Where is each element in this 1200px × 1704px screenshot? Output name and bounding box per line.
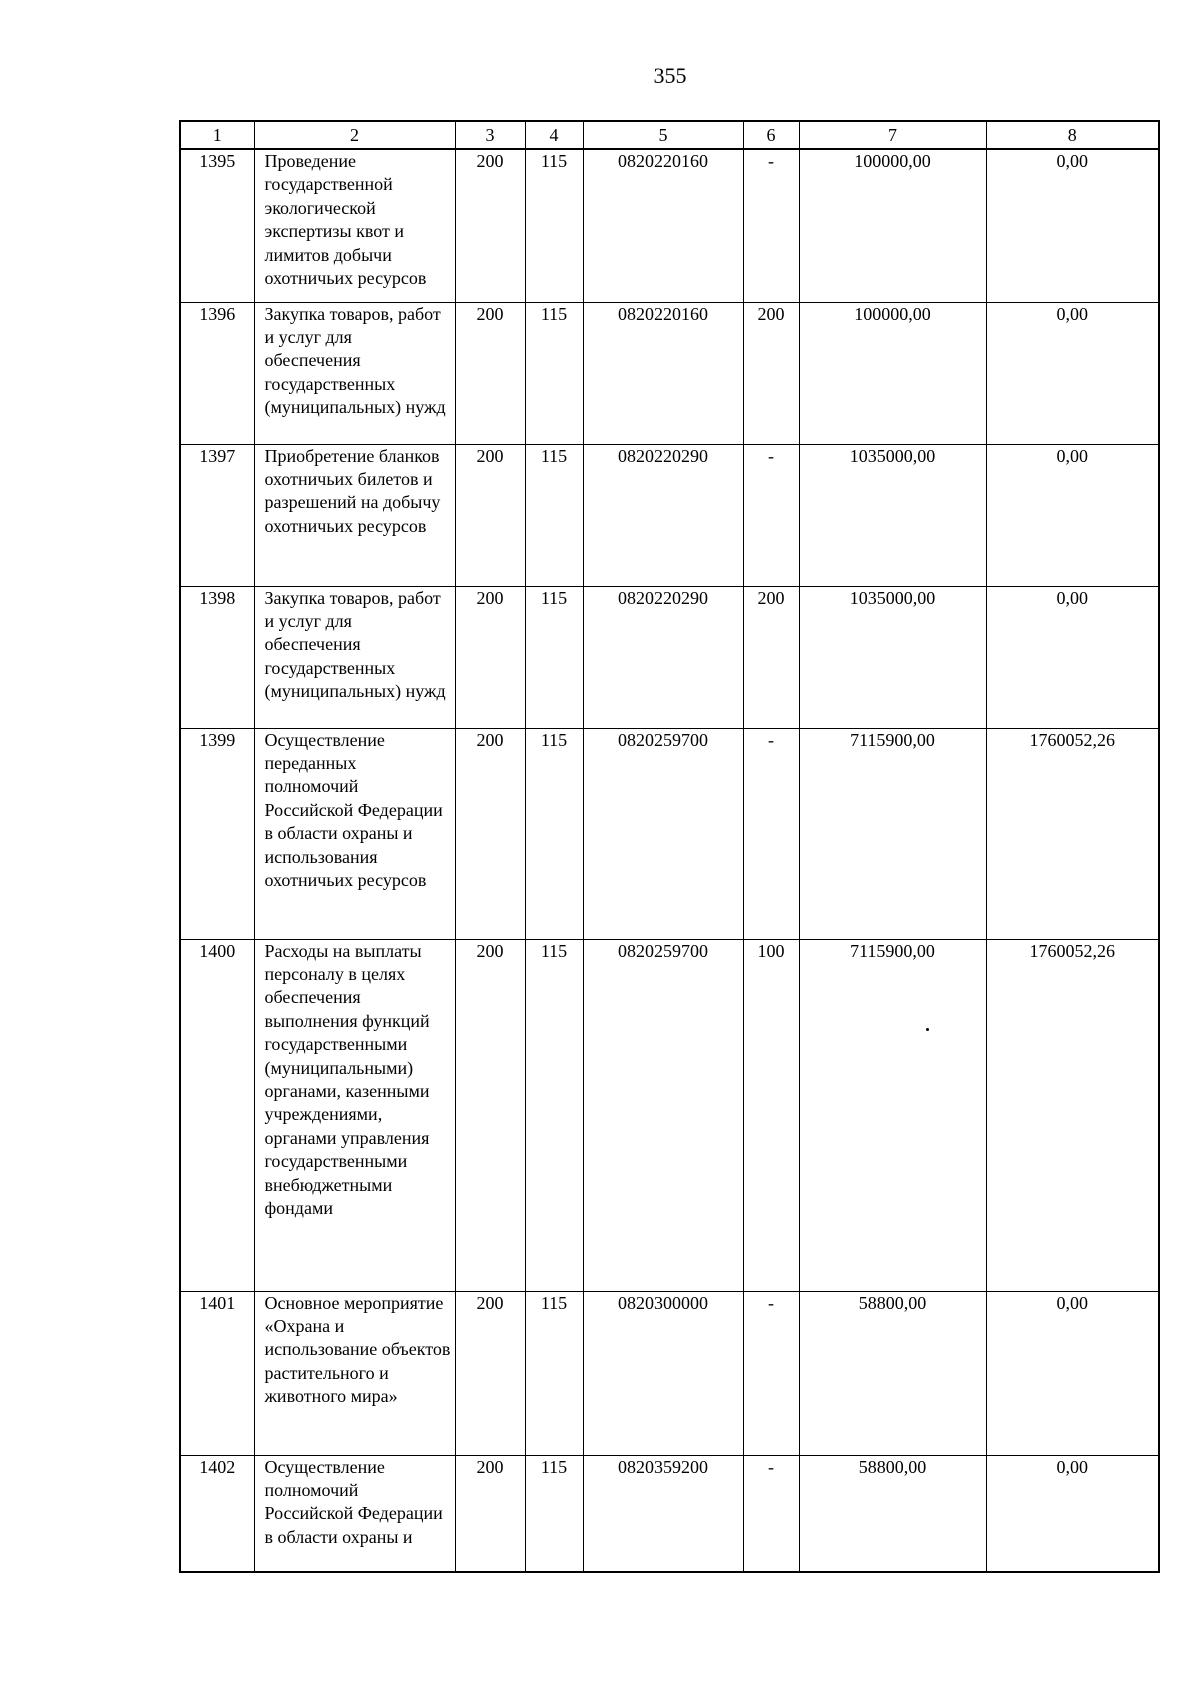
header-col-2: 2 xyxy=(254,121,455,149)
table-header xyxy=(180,121,1159,149)
row-col-8: 0,00 xyxy=(986,586,1159,728)
page-number: 355 xyxy=(653,63,687,88)
row-name: Расходы на выплаты персоналу в целях обеспечения выполнения функций государственными (муниципальными) органами, казенными учреждениями, органами управления государственными внебюджетными фондами xyxy=(254,939,455,1291)
row-col-4: 115 xyxy=(525,149,583,302)
row-col-7: 1035000,00 xyxy=(799,586,986,728)
row-col-8: 1760052,26 xyxy=(986,939,1159,1291)
row-col-5: 0820220160 xyxy=(583,302,743,444)
row-name: Закупка товаров, работ и услуг для обеспечения государственных (муниципальных) нужд xyxy=(254,302,455,444)
scan-speck xyxy=(926,1028,929,1031)
row-name: Приобретение бланков охотничьих билетов и разрешений на добычу охотничьих ресурсов xyxy=(254,444,455,586)
row-number: 1396 xyxy=(180,302,254,444)
row-col-3: 200 xyxy=(455,939,525,1291)
header-row xyxy=(180,121,1159,149)
row-col-4: 115 xyxy=(525,302,583,444)
row-col-7: 7115900,00 xyxy=(799,728,986,939)
header-col-3: 3 xyxy=(455,121,525,149)
row-col-6: - xyxy=(743,728,799,939)
row-col-8: 0,00 xyxy=(986,149,1159,302)
row-col-6: - xyxy=(743,1455,799,1572)
row-number: 1400 xyxy=(180,939,254,1291)
row-col-3: 200 xyxy=(455,302,525,444)
row-col-5: 0820300000 xyxy=(583,1291,743,1455)
row-name: Осуществление полномочий Российской Федерации в области охраны и xyxy=(254,1455,455,1572)
row-col-8: 1760052,26 xyxy=(986,728,1159,939)
row-col-5: 0820259700 xyxy=(583,939,743,1291)
row-col-7: 58800,00 xyxy=(799,1455,986,1572)
budget-table xyxy=(179,120,1160,1573)
row-col-5: 0820359200 xyxy=(583,1455,743,1572)
row-col-7: 58800,00 xyxy=(799,1291,986,1455)
row-col-3: 200 xyxy=(455,444,525,586)
row-col-4: 115 xyxy=(525,1291,583,1455)
row-col-4: 115 xyxy=(525,586,583,728)
row-col-3: 200 xyxy=(455,1455,525,1572)
header-col-6: 6 xyxy=(743,121,799,149)
row-number: 1397 xyxy=(180,444,254,586)
row-col-4: 115 xyxy=(525,1455,583,1572)
row-col-4: 115 xyxy=(525,939,583,1291)
row-col-3: 200 xyxy=(455,149,525,302)
row-col-8: 0,00 xyxy=(986,444,1159,586)
row-col-3: 200 xyxy=(455,1291,525,1455)
table-row xyxy=(180,149,1159,302)
row-col-8: 0,00 xyxy=(986,302,1159,444)
row-col-4: 115 xyxy=(525,444,583,586)
row-col-3: 200 xyxy=(455,586,525,728)
row-col-7: 100000,00 xyxy=(799,149,986,302)
row-name: Проведение государственной экологической экспертизы квот и лимитов добычи охотничьих ресурсов xyxy=(254,149,455,302)
row-name: Осуществление переданных полномочий Российской Федерации в области охраны и использования охотничьих ресурсов xyxy=(254,728,455,939)
row-name: Закупка товаров, работ и услуг для обеспечения государственных (муниципальных) нужд xyxy=(254,586,455,728)
row-col-5: 0820220290 xyxy=(583,586,743,728)
header-col-5: 5 xyxy=(583,121,743,149)
row-col-8: 0,00 xyxy=(986,1455,1159,1572)
row-number: 1401 xyxy=(180,1291,254,1455)
row-col-3: 200 xyxy=(455,728,525,939)
row-col-5: 0820220290 xyxy=(583,444,743,586)
row-col-6: - xyxy=(743,444,799,586)
table-row xyxy=(180,444,1159,586)
table-row xyxy=(180,1455,1159,1572)
table-row xyxy=(180,302,1159,444)
row-col-8: 0,00 xyxy=(986,1291,1159,1455)
row-number: 1398 xyxy=(180,586,254,728)
row-col-7: 100000,00 xyxy=(799,302,986,444)
row-col-6: 200 xyxy=(743,302,799,444)
table-row xyxy=(180,728,1159,939)
header-col-4: 4 xyxy=(525,121,583,149)
row-col-6: 200 xyxy=(743,586,799,728)
row-col-5: 0820259700 xyxy=(583,728,743,939)
row-number: 1399 xyxy=(180,728,254,939)
row-col-6: - xyxy=(743,149,799,302)
row-col-4: 115 xyxy=(525,728,583,939)
row-name: Основное мероприятие «Охрана и использование объектов растительного и животного мира» xyxy=(254,1291,455,1455)
row-col-7: 7115900,00 xyxy=(799,939,986,1291)
header-col-8: 8 xyxy=(986,121,1159,149)
row-col-5: 0820220160 xyxy=(583,149,743,302)
table-row xyxy=(180,939,1159,1291)
row-col-6: - xyxy=(743,1291,799,1455)
header-col-1: 1 xyxy=(180,121,254,149)
row-number: 1402 xyxy=(180,1455,254,1572)
row-number: 1395 xyxy=(180,149,254,302)
table-row xyxy=(180,586,1159,728)
table-row xyxy=(180,1291,1159,1455)
header-col-7: 7 xyxy=(799,121,986,149)
row-col-7: 1035000,00 xyxy=(799,444,986,586)
row-col-6: 100 xyxy=(743,939,799,1291)
table-body xyxy=(180,149,1159,1572)
